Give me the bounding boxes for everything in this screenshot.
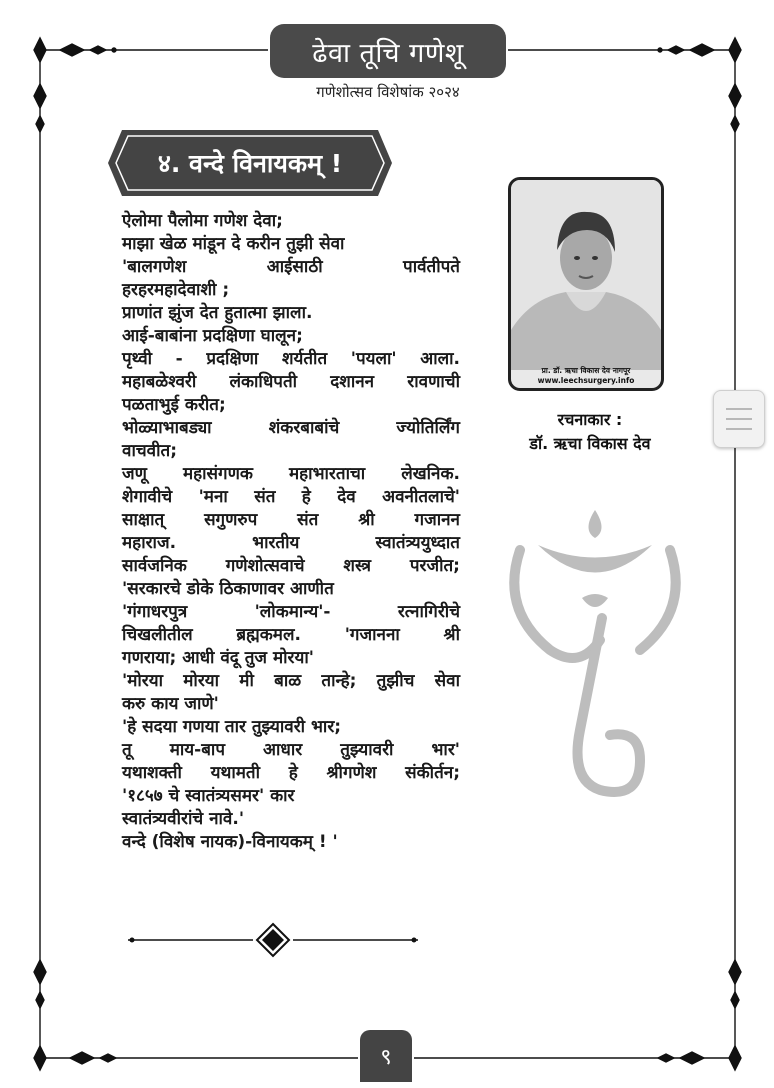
poem-line: पृथ्वी - प्रदक्षिणा शर्यतीत 'पयला' आला. (122, 349, 460, 369)
author-credit (500, 408, 680, 456)
photo-caption-url: www.leechsurgery.info (537, 376, 635, 385)
poem-line: प्राणांत झुंज देत हुतात्मा झाला. (122, 303, 313, 323)
poem-line: शेगावीचे 'मना संत हे देव अवनीतलाचे' (122, 487, 460, 507)
portrait-illustration (511, 180, 661, 370)
page-number (360, 1030, 412, 1082)
ganesh-line-art (490, 490, 700, 830)
issue-subtitle: गणेशोत्सव विशेषांक २०२४ (316, 83, 460, 101)
poem-line: साक्षात् सगुणरुप संत श्री गजानन (122, 510, 460, 530)
poem-line: गणराया; आधी वंदू तुज मोरया' (122, 648, 314, 668)
magazine-title-text: ढेवा तूचि गणेशू (312, 37, 464, 69)
author-label: रचनाकार : (557, 410, 623, 429)
poem-line: सार्वजनिक गणेशोत्सवाचे शस्त्र परजीत; (122, 556, 460, 576)
poem-line: आई-बाबांना प्रदक्षिणा घालून; (122, 326, 303, 346)
author-photo (508, 177, 664, 391)
photo-caption (511, 366, 661, 386)
menu-icon-bar (726, 418, 752, 420)
poem-line: महाबळेश्वरी लंकाधिपती दशानन रावणाची (122, 372, 460, 392)
magazine-title (270, 24, 506, 78)
menu-button[interactable] (713, 390, 765, 448)
poem-line: 'बालगणेश आईसाठी पार्वतीपते (122, 257, 460, 277)
poem-line: हरहरमहादेवाशी ; (122, 280, 230, 300)
poem-line: यथाशक्ती यथामती हे श्रीगणेश संकीर्तन; (122, 763, 460, 783)
poem-body (122, 210, 460, 854)
section-divider (128, 920, 418, 960)
photo-caption-name: प्रा. डॉ. ऋचा विकास देव नागपूर (541, 366, 631, 375)
poem-line: तू माय-बाप आधार तुझ्यावरी भार' (122, 740, 460, 760)
poem-line: ऐलोमा पैलोमा गणेश देवा; (122, 211, 283, 231)
author-name: डॉ. ऋचा विकास देव (529, 434, 651, 453)
poem-line: माझा खेळ मांडून दे करीन तुझी सेवा (122, 234, 345, 254)
poem-line: भोळ्याभाबड्या शंकरबाबांचे ज्योतिर्लिंग (122, 418, 460, 438)
poem-line: स्वातंत्र्यवीरांचे नावे.' (122, 809, 245, 829)
page-number-text: ९ (380, 1045, 392, 1070)
poem-line: 'सरकारचे डोके ठिकाणावर आणीत (122, 579, 334, 599)
poem-line: 'हे सदया गणया तार तुझ्यावरी भार; (122, 717, 342, 737)
poem-line: चिखलीतील ब्रह्मकमल. 'गजानना श्री (122, 625, 460, 645)
poem-line: 'मोरया मोरया मी बाळ तान्हे; तुझीच सेवा (122, 671, 460, 691)
poem-line: 'गंगाधरपुत्र 'लोकमान्य'- रत्नागिरीचे (122, 602, 460, 622)
poem-line: जणू महासंगणक महाभारताचा लेखनिक. (122, 464, 460, 484)
poem-line: वन्दे (विशेष नायक)-विनायकम् ! ' (122, 832, 338, 852)
poem-line: करु काय जाणे' (122, 694, 219, 714)
poem-line: पळताभुई करीत; (122, 395, 226, 415)
poem-line: '१८५७ चे स्वातंत्र्यसमर' कार (122, 786, 295, 806)
article-title: ४. वन्दे विनायकम् ! (157, 149, 343, 178)
menu-icon-bar (726, 428, 752, 430)
poem-line: वाचवीत; (122, 441, 177, 461)
menu-icon-bar (726, 408, 752, 410)
poem-line: महाराज. भारतीय स्वातंत्र्ययुध्दात (122, 533, 460, 553)
